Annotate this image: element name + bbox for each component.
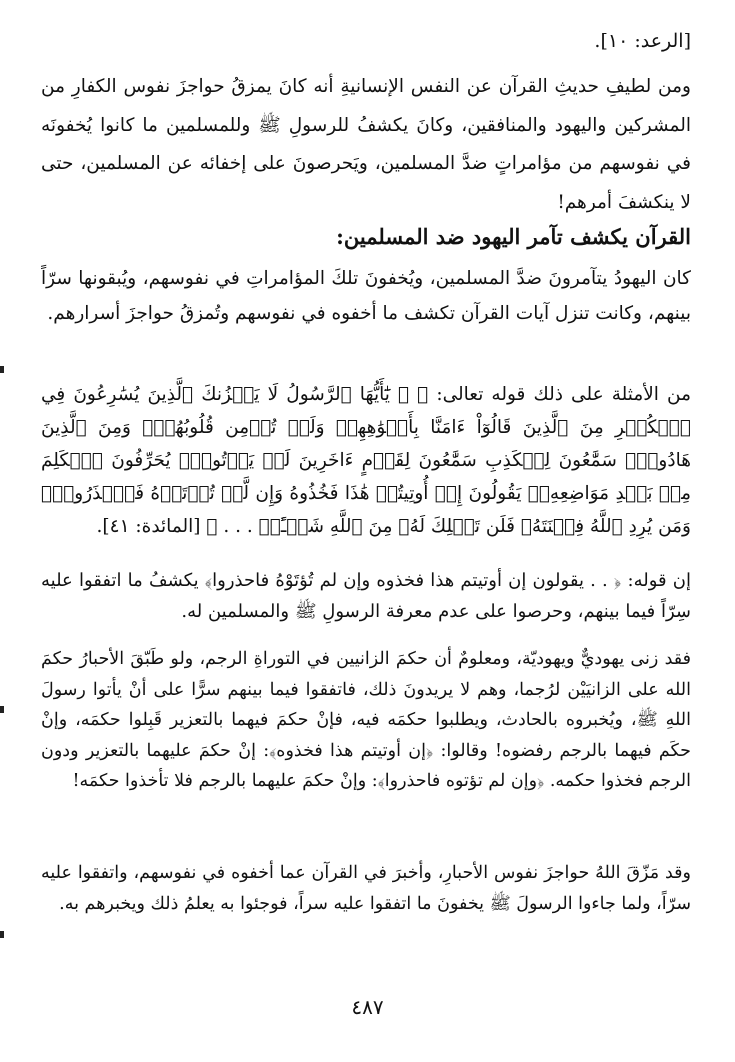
scan-margin-mark <box>0 366 4 373</box>
paragraph-intro: ومن لطيفِ حديثِ القرآن عن النفس الإنسانيةِ أنه كانَ يمزقُ حواجزَ نفوس الكفارِ من المشركين واليهود والمنافقين، وكانَ يكشفُ للرسولِ ﷺ وللمسلمين ما كانوا يُخفونَه في نفوسهم من مؤامراتٍ ضدَّ المسلمين، ويَحرصونَ على إخفائه عن المسلمين، حتى لا ينكشفَ أمرهم! <box>41 76 691 213</box>
scan-margin-mark <box>0 931 4 938</box>
paragraph-story: فقد زنى يهوديٌّ ويهوديّة، ومعلومٌ أن حكمَ الزانيين في التوراةِ الرجم، ولو طَبّقَ الأحبارُ حكمَ الله على الزانيَيْن لرُجما، وهم لا يريدونَ ذلك، فاتفقوا فيما بينهم سرًّا على أنْ يأتوا رسولَ اللهِ ﷺ، ويُخبروه بالحادث، ويطلبوا حكمَه فيه، فإنْ حكمَ فيهما بالتعزير قَبِلوا حكمَه، وإنْ حكَم فيهما بالرجم رفضوه! وقالوا: ﴿إن أوتيتم هذا فخذوه﴾: إنْ حكمَ عليهما بالتعزير ودون الرجم فخذوا حكمه. ﴿وإن لم تؤتوه فاحذروا﴾: وإنْ حكمَ عليهما بالرجم فلا تأخذوا حكمَه! <box>41 649 691 791</box>
scan-margin-mark <box>0 706 4 713</box>
page-number: ٤٨٧ <box>351 995 384 1019</box>
paragraph-jews-conspiracy: كان اليهودُ يتآمرونَ ضدَّ المسلمين، ويُخفونَ تلكَ المؤامراتِ في نفوسهم، ويُبقونها سرّاً بينهم، وكانت تنزل آيات القرآن تكشف ما أخفوه في نفوسهم وتُمزقُ حواجزَ أسرارهم. <box>41 268 691 324</box>
paragraph-conclusion: وقد مَزّقَ اللهُ حواجزَ نفوس الأحبارِ، وأخبرَ في القرآن عما أخفوه في نفوسهم، واتفقوا عليه سرّاً، ولما جاءوا الرسولَ ﷺ يخفونَ ما اتفقوا عليه سراً، فوجئوا به يعلمُ ذلك ويخبرهم به. <box>41 863 691 914</box>
verse-reference: [الرعد: ١٠]. <box>594 30 691 52</box>
paragraph-quran-verse: من الأمثلة على ذلك قوله تعالى: ﴿ ۞ يَٰٓأَيُّهَا ٱلرَّسُولُ لَا يَحۡزُنكَ ٱلَّذِينَ يُسَٰرِعُونَ فِي ٱلۡكُفۡرِ مِنَ ٱلَّذِينَ قَالُوٓاْ ءَامَنَّا بِأَفۡوَٰهِهِمۡ وَلَمۡ تُؤۡمِن قُلُوبُهُمۡۛ وَمِنَ ٱلَّذِينَ هَادُواْۛ سَمَّٰعُونَ لِلۡكَذِبِ سَمَّٰعُونَ لِقَوۡمٍ ءَاخَرِينَ لَمۡ يَأۡتُوكَۖ يُحَرِّفُونَ ٱلۡكَلِمَ مِنۢ بَعۡدِ مَوَاضِعِهِۦۖ يَقُولُونَ إِنۡ أُوتِيتُمۡ هَٰذَا فَخُذُوهُ وَإِن لَّمۡ تُؤۡتَوۡهُ فَٱحۡذَرُواْۚ وَمَن يُرِدِ ٱللَّهُ فِتۡنَتَهُۥ فَلَن تَمۡلِكَ لَهُۥ مِنَ ٱللَّهِ شَيۡـًٔاۚ . . . ﴾ [المائدة: ٤١]. <box>41 384 691 537</box>
section-heading: القرآن يكشف تآمر اليهود ضد المسلمين: <box>336 224 691 249</box>
paragraph-verse-explanation: إن قوله: ﴿ . . يقولون إن أوتيتم هذا فخذوه وإن لم تُؤتَوْهُ فاحذروا﴾ يكشفُ ما اتفقوا عليه سِرّاً فيما بينهم، وحرصوا على عدم معرفة الرسولِ ﷺ والمسلمين له. <box>41 570 691 622</box>
